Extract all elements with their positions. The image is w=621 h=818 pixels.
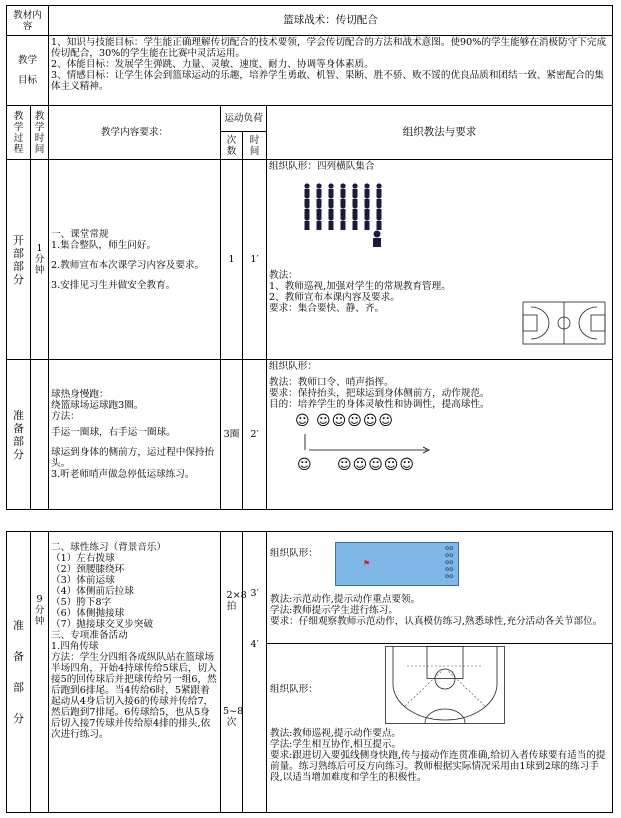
smiley-row-bottom: ☺☺☺☺☺ (337, 457, 415, 473)
opening-method: 组织队形：四列横队集合 教法： 1、教师巡视,加强对学生的常规教育管理。 2、教师宣布本课内容及要求。 要求：集合要快、静、齐。 (267, 160, 613, 360)
lesson-plan-table-bottom (6, 531, 613, 813)
svg-text:✪✪: ✪✪ (445, 553, 454, 559)
part2-method-block-1: 组织队形： ⚑ ✪✪ ✪✪ ✪✪ ✪✪ ✪✪ 教法:示范动作,提示动作重点要领。 学法:教师提示学生进行练习。 要求：仔细观察教师示范动作，认真模仿练习,熟悉球性,充分活动各关节部位。 (267, 532, 612, 644)
col-process-header: 教学过程 (7, 106, 31, 160)
student-row-4 (304, 215, 381, 230)
goal-2: 2、体能目标：发展学生弹跳、力量、灵敏、速度、耐力、协调等身体素质。 (51, 59, 374, 70)
four-corner-passing-court-figure (385, 646, 505, 724)
warmup-method: 组织队形： 教法：教师口令、哨声指挥。 要求：保持抬头，把球运到身体侧前方，动作规范。 目的：培养学生的身体灵敏性和协调性，提高球性。 ☺ ☺☺☺☺☺ ☺☺☺☺☺ ☺ (267, 360, 613, 510)
svg-text:⚑: ⚑ (363, 559, 371, 568)
part2-method (267, 532, 613, 813)
col-content-header: 教学内容要求： (49, 106, 221, 160)
dribble-loop-diagram (295, 414, 465, 476)
part2-time: 9分钟 (31, 532, 49, 813)
svg-text:✪✪: ✪✪ (445, 546, 454, 552)
col-method-header: 组织教法与要求 (267, 106, 613, 160)
material-label: 教材内容 (7, 6, 49, 36)
part2-count-2: 5~8次 (223, 706, 244, 728)
opening-formation: 组织队形：四列横队集合 (269, 161, 375, 172)
opening-count: 1 (221, 160, 243, 360)
smiley-left: ☺ (297, 457, 313, 473)
student-row-3 (304, 203, 381, 217)
opening-time: 1分钟 (31, 160, 49, 360)
col-duration-header: 时间 (243, 132, 267, 160)
warmup-content: 球热身慢跑： 绕篮球场运球跑3圈。 方法： 手运一圈球，右手运一圈球。 球运到身体的侧前方，运过程中保持抬头。 3.听老师哨声做急停低运球练习。 (49, 360, 221, 510)
svg-text:✪✪: ✪✪ (445, 560, 454, 566)
part2-formation-1: 组织队形： (270, 548, 318, 559)
goal-3: 3、情感目标：让学生体会到篮球运动的乐趣，培养学生勇敢、机智、果断、胜不骄、败不馁的优良品质和团结一致、紧密配合的集体主义精神。 (51, 70, 604, 92)
opening-content: 一、课堂常规 1.集合整队，师生问好。 2.教师宣布本次课学习内容及要求。 3.安排见习生并做安全教育。 (49, 160, 221, 360)
page-header-fragment (0, 0, 621, 4)
smiley-row-top: ☺ ☺☺☺☺☺ (295, 413, 395, 429)
svg-text:✪✪: ✪✪ (445, 574, 454, 580)
col-time-header: 教学时间 (31, 106, 49, 160)
part2-counts (221, 532, 247, 813)
part2-content: 二、球性练习（背景音乐） （1）左右拨球 （2）颈腰膝绕环 （3）体前运球 （4）体侧前后拉球 （5）胯下8字 （6）体侧抛接球 （7）抛接球交叉步突破 三、专项准备活动 1.四角传球 方法：学生分四组各成纵队站在篮球场半场四角，开始4持球传给5球后，切入接5的回传球后并把球传给另一组6，然后跑到6排尾。当4传给6时，5紧跟着起动从4身后切入接6的传球并传给7，然后跑到7排尾。6传球给5，也从5身后切入接7传球并传给原4排的排头,依次进行练习。 (49, 532, 221, 813)
opening-method-title: 教法： (269, 270, 298, 281)
goals-text (49, 36, 613, 106)
warmup-duration: 2′ (243, 360, 267, 510)
part2-duration-2: 4′ (250, 639, 259, 650)
part2-formation-2: 组织队形： (270, 684, 318, 695)
col-count-header: 次数 (221, 132, 243, 160)
ball-handling-court-figure (335, 542, 459, 586)
part2-duration-1: 3′ (250, 588, 259, 599)
warmup-count: 3圈 (221, 360, 243, 510)
basketball-court-diagram (522, 301, 606, 345)
four-rows-formation-figure (299, 182, 409, 248)
lesson-plan-table-top (6, 5, 613, 510)
goal-label: 教学 目标 (7, 36, 49, 106)
svg-text:✪✪: ✪✪ (445, 567, 454, 573)
opening-duration: 1′ (243, 160, 267, 360)
opening-stage: 开部部分 (7, 160, 31, 360)
goal-1: 1、知识与技能目标：学生能正确理解传切配合的技术要领，学会传切配合的方法和战术意图。使90%的学生能够在消极防守下完成传切配合，30%的学生能在比赛中灵活运用。 (51, 37, 607, 59)
part2-method-block-2: 组织队形： 教法:教师巡视,提示动作要点。 学法:学生相互协作,相互提示。 要求:跟进切入要弧线侧身快跑,传与接动作连贯准确,给切入者传球要有适当的提前量。练习熟练后可反方向练习。教师根据实际情况采用由1球到2球的练习手段,以适当增加难度和学生的积极性。 (267, 644, 612, 812)
warmup-formation: 组织队形： (269, 361, 317, 372)
col-load-header: 运动负荷 (221, 106, 267, 132)
teacher-figure (373, 231, 381, 248)
part2-count-1: 2×8拍 (226, 590, 247, 612)
part2-stage: 准 备 部 分 (7, 532, 31, 813)
part2-durations (243, 532, 267, 813)
warmup-time-empty (31, 360, 49, 510)
warmup-stage: 准备部分 (7, 360, 31, 510)
material-value: 篮球战术：传切配合 (49, 6, 613, 36)
